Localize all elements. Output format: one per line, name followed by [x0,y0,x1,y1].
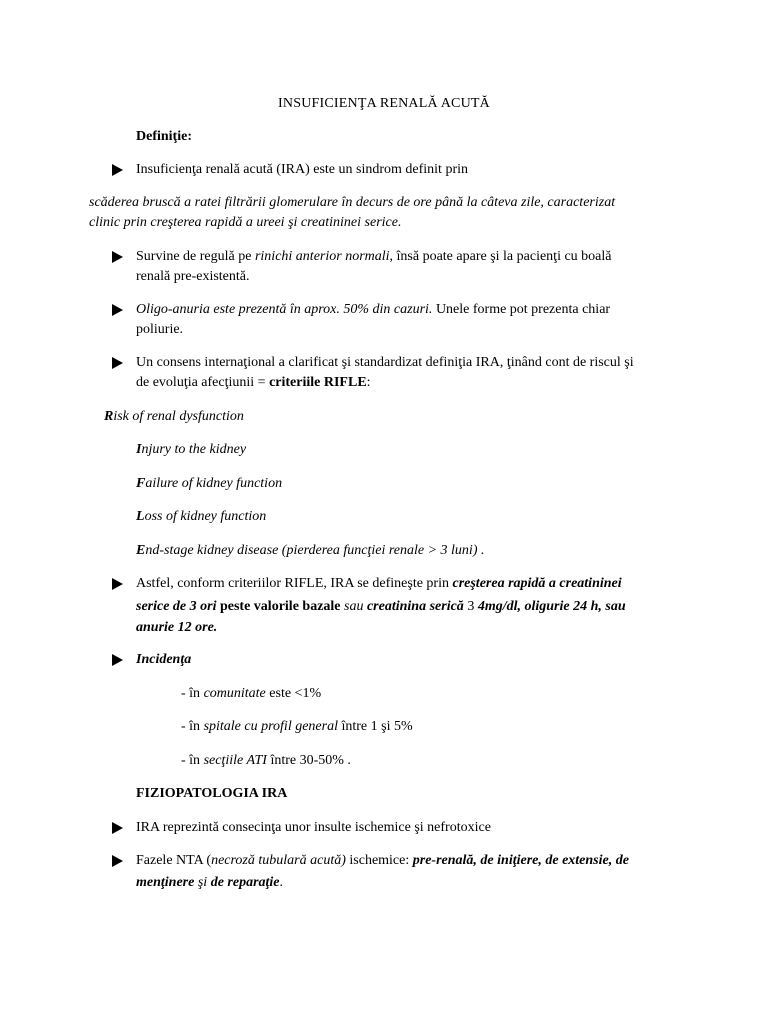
definition-paragraph-line1: scăderea bruscă a ratei filtrării glomerulare în decurs de ore până la câteva zile, caracterizat [89,195,616,210]
definition-paragraph-line2: clinic prin creşterea rapidă a ureei şi creatininei serice. [89,215,402,230]
rifle-loss: Loss of kidney function [136,509,267,524]
bullet-arrow-icon [112,650,128,673]
bullet-survine-line2: renală pre-existentă. [136,269,250,284]
bullet-arrow-icon [112,851,128,874]
bullet-arrow-icon [112,247,128,270]
rifle-risk: Risk of renal dysfunction [104,409,244,424]
incidence-heading: Incidenţa [136,652,192,667]
definition-heading: Definiţie: [136,129,192,144]
bullet-arrow-icon [112,353,128,376]
bullet-astfel-line3: anurie 12 ore. [136,620,218,635]
bullet-astfel-line2: serice de 3 ori peste valorile bazale sau creatinina serică 3 4mg/dl, oligurie 24 h, sau [136,599,626,614]
bullet-arrow-icon [112,818,128,841]
incidence-icu: - în secţiile ATI între 30-50% . [181,753,351,768]
bullet-astfel-line1: Astfel, conform criteriilor RIFLE, IRA se defineşte prin creşterea rapidă a creatininei [136,576,622,591]
bullet-arrow-icon [112,160,128,183]
bullet-oligoanuria-line2: poliurie. [136,322,184,337]
bullet-faze-line2: menţinere şi de reparaţie. [136,875,284,890]
section-heading-fiziopatologia: FIZIOPATOLOGIA IRA [136,786,288,801]
rifle-injury: Injury to the kidney [136,442,247,457]
bullet-survine-line1: Survine de regulă pe rinichi anterior normali, însă poate apare şi la pacienţi cu boală [136,249,612,264]
incidence-general-hospital: - în spitale cu profil general între 1 şi 5% [181,719,413,734]
document-title: INSUFICIENŢA RENALĂ ACUTĂ [278,96,490,111]
bullet-arrow-icon [112,574,128,597]
incidence-community: - în comunitate este <1% [181,686,322,701]
bullet-arrow-icon [112,300,128,323]
bullet-faze-line1: Fazele NTA (necroză tubulară acută) ischemice: pre-renală, de iniţiere, de extensie, de [136,853,629,868]
bullet-insulte: IRA reprezintă consecinţa unor insulte ischemice şi nefrotoxice [136,820,491,835]
bullet-consens-line1: Un consens internaţional a clarificat şi standardizat definiţia IRA, ţinând cont de riscul şi [136,355,634,370]
rifle-failure: Failure of kidney function [136,476,283,491]
bullet-oligoanuria-line1: Oligo-anuria este prezentă în aprox. 50% din cazuri. Unele forme pot prezenta chiar [136,302,611,317]
bullet-ira-definition: Insuficienţa renală acută (IRA) este un sindrom definit prin [136,162,468,177]
bullet-consens-line2: de evoluţia afecţiunii = criteriile RIFLE: [136,375,371,390]
rifle-endstage: End-stage kidney disease (pierderea funcţiei renale > 3 luni) . [136,543,485,558]
